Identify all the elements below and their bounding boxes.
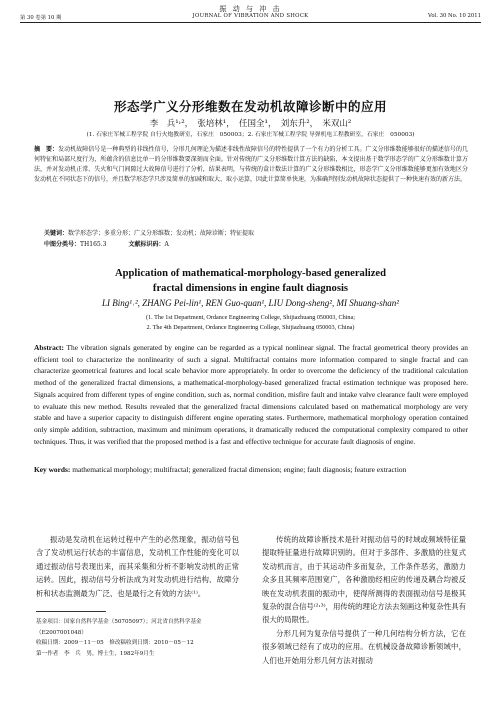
paper-title-en-line: fractal dimensions in engine fault diagnosis [152, 283, 349, 294]
abstract-cn-text: 发动机故障信号是一种典型的非线性信号，分形几何理论为描述非线性故障信号的特性提供了一个有力的分析工具。广义分形维数能够很好的描述信号的几何特征和局部尺度行为，所蕴含的信息比单一的分形维数要深刻而全面。针对传统的广义分形维数计算方法的缺陷，本文提出基于数学形态学的广义分形维数计算方法，并对发动机正常、失火和气门间隙过大故障信号进行了分析，结果表明，与传统的盒计数法计算的广义分形维数相比，形态学广义分形维数能够更加有效地区分发动机在不同状态下的信号，并且数学形态学只涉及简单的加减和取大、取小运算，因此计算简单快速，为准确判别发动机故障状态提供了一种快速有效的新方法。 [34, 146, 468, 184]
keywords-cn-text: 数学形态学；多重分形；广义分形维数；发动机；故障诊断；特征提取 [68, 230, 255, 237]
body-paragraph: 分形几何为复杂信号提供了一种几何结构分析方法，它在很多领域已经有了成功的应用。在机械设备故障诊断领域中，人们也开始用分形几何方法对振动 [262, 628, 466, 665]
authors-cn: 李 兵¹˒²， 张培林¹， 任国全¹， 刘东升²， 米双山² [149, 119, 352, 129]
header-rule [20, 22, 481, 23]
keywords-cn-label: 关键词： [44, 230, 69, 237]
volume-en: Vol. 30 No. 10 2011 [427, 13, 481, 19]
footnote [36, 617, 246, 659]
abstract-cn [34, 145, 468, 185]
abstract-cn-label: 摘 要： [34, 146, 59, 153]
classification-cn [44, 239, 169, 248]
body-paragraph: 传统的故障诊断技术是针对振动信号的时域或频域特征量提取特征量进行故障识别的。但对于多部件、多激励的往复式发动机而言，由于其运动件多而复杂，工作条件恶劣，激励力众多且其频率范围宽广，各种激励经相应的传递及耦合均被反映在发动机表面的振动中，使得所测得的表面振动信号是极其复杂的混合信号⁽²˒³⁾，用传统的理论方法去刻画这种复杂性具有很大的局限性。 [262, 535, 466, 625]
affiliation-en [0, 313, 501, 333]
keywords-en [34, 464, 468, 476]
affiliation-en-line: (1. The 1st Department, Ordance Engineering College, Shijiazhuang 050003, China; [145, 314, 355, 321]
authors-en: LI Bing¹˒², ZHANG Pei-lin¹, REN Guo-quan¹, LIU Dong-sheng², MI Shuang-shan² [102, 298, 399, 308]
keywords-en-text: mathematical morphology; multifractal; generalized fractal dimension; engine; fault diagnosis; feature extraction [72, 465, 407, 474]
journal-title-en: JOURNAL OF VIBRATION AND SHOCK [192, 13, 309, 19]
footnote-funding: 基金项目：国家自然科学基金（50705097）；河北省自然科学基金（E2007001048） [36, 619, 202, 636]
keywords-cn [44, 228, 254, 237]
body-text-right-column [262, 533, 466, 667]
footnote-rule [36, 611, 106, 612]
doc-code-value: A [164, 241, 169, 248]
clc-label: 中图分类号： [44, 241, 81, 248]
abstract-en-text: The vibration signals generated by engine can be regarded as a typical nonlinear signal. The fractal geometrical theory provides an efficient tool to characterize the nonlinearity of such a signal. Multifractal contains more information compared to single fractal and can characterize geometrical features and local scale behavior more appropriately. In order to overcome the deficiency of the traditional calculation method of the generalized fractal dimensions, a mathematical-morphology-based generalized fractal estimation technique was proposed here. Signals acquired from different types of engine condition, such as, normal condition, misfire fault and intake valve clearance fault were employed to evaluate this new method. Results revealed that the generalized fractal dimensions calculated based on mathematical morphology are very stable and have a superior capacity to distinguish different engine operating states. Furthermore, mathematical morphology operation contained only simple addition, subtraction, maximum and minimum operations, it dramatically reduced the computational complexity compared to other techniques. Thus, it was verified that the proposed method is a fast and effective technique for accurate fault diagnosis of engine. [34, 343, 469, 446]
affiliation-en-line: 2. The 4th Department, Ordance Engineering College, Shijiazhuang 050003, China) [146, 324, 355, 331]
doc-code-label: 文献标识码： [128, 241, 165, 248]
volume-cn: 第 30 卷第 10 期 [20, 15, 62, 21]
keywords-en-label: Key words: [34, 465, 71, 474]
abstract-en-label: Abstract: [34, 343, 64, 352]
paper-title-en-line: Application of mathematical-morphology-based generalized [115, 268, 386, 279]
journal-title-cn: 振 动 与 冲 击 [219, 5, 282, 13]
paper-title-cn: 形态学广义分形维数在发动机故障诊断中的应用 [113, 99, 387, 114]
paper-title-en [0, 266, 501, 296]
abstract-en [34, 342, 468, 447]
footnote-dates: 收稿日期：2009－11－05 修改稿收到日期：2010－05－12 [36, 640, 194, 646]
clc-value: TH165.3 [80, 241, 107, 248]
footnote-author: 第一作者 李 兵 男，博士生，1982年9月生 [36, 650, 155, 657]
affiliation-cn: (1. 石家庄军械工程学院 自行火炮教研室，石家庄 050003；2. 石家庄军械工程学院 导弹机电工程教研室，石家庄 050003) [86, 132, 415, 138]
body-text-left-column: 振动是发动机在运转过程中产生的必然现象，振动信号包含了发动机运行状态的丰富信息，发动机工作性能的变化可以通过振动信号表现出来，而其采集和分析不影响发动机的正常运转。因此，振动信号分析法成为对发动机进行结构、故障分析和状态监测最为广泛、也是最行之有效的方法⁽¹⁾。 [36, 535, 239, 598]
